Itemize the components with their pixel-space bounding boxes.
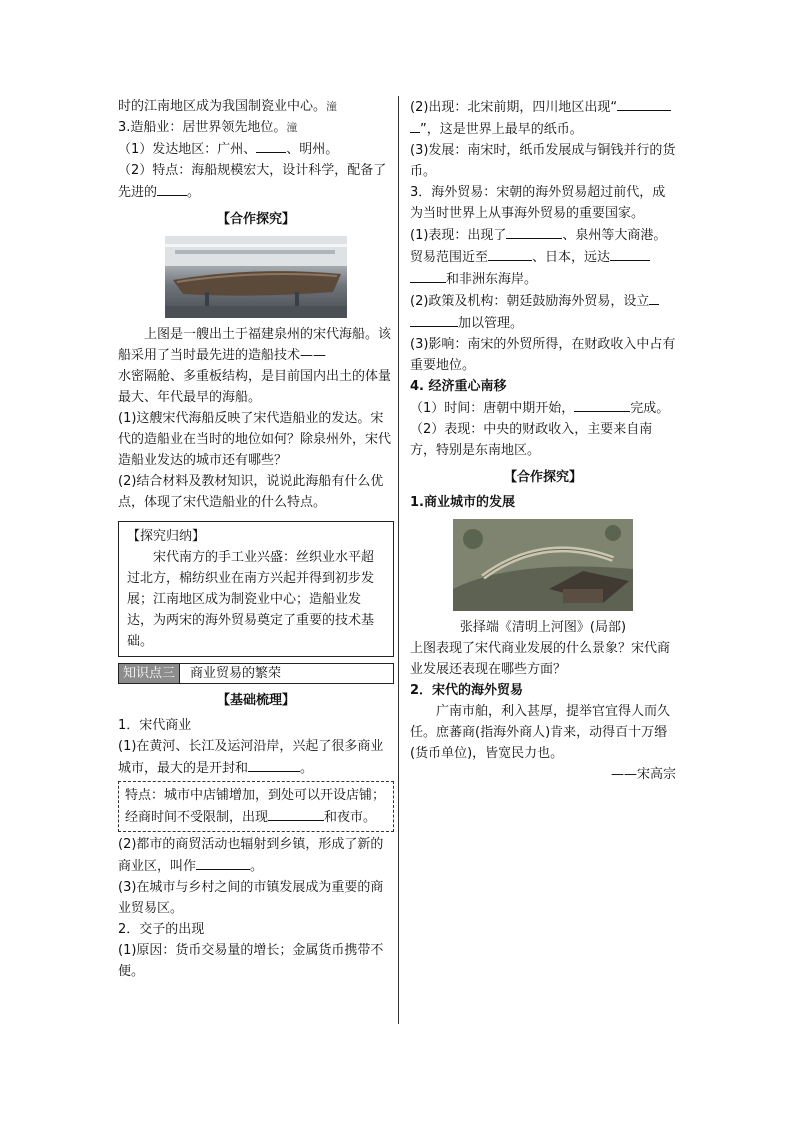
economic-shift-heading: 4. 经济重心南移 xyxy=(410,379,507,394)
song-ship-photo xyxy=(165,236,347,318)
ship-caption: 上图是一艘出土于福建泉州的宋代海船。该船采用了当时最先进的造船技术—— xyxy=(118,327,392,363)
knowledge-point-bar xyxy=(118,663,394,684)
fill-blank[interactable] xyxy=(488,246,532,261)
left-column xyxy=(118,96,394,982)
trade-performance: (1)表现：出现了 、泉州等大商港。贸易范围近至 、日本，远达和非洲东海岸。 xyxy=(410,224,676,290)
trade-impact: (3)影响：南宋的外贸所得，在财政收入中占有重要地位。 xyxy=(410,337,676,373)
ship-features: （2）特点：海船规模宏大，设计科学，配备了先进的 。 xyxy=(118,163,387,200)
features-box xyxy=(118,781,394,832)
ship-caption-cont: 水密隔舱、多重板结构，是目前国内出土的体量最大、年代最早的海船。 xyxy=(118,369,392,405)
seal-mark: 潼 xyxy=(286,121,298,134)
shift-performance: （2）表现：中央的财政收入，主要来自南方，特别是东南地区。 xyxy=(410,422,653,458)
scroll-illustration xyxy=(453,519,633,611)
fill-blank[interactable] xyxy=(617,96,671,111)
jiaozi-cause: (1)原因：货币交易量的增长；金属货币携带不便。 xyxy=(118,943,384,979)
jiaozi-appearance: (2)出现：北宋前期，四川地区出现“”，这是世界上最早的纸币。 xyxy=(410,96,676,140)
explore-heading: 【合作探究】 xyxy=(503,470,582,485)
summary-box xyxy=(118,521,394,657)
question-2: (2)结合材料及教材知识，说说此海船有什么优点，体现了宋代造船业的什么特点。 xyxy=(118,474,384,510)
fill-blank[interactable] xyxy=(410,312,458,327)
summary-heading: 【探究归纳】 xyxy=(127,529,206,544)
seal-mark: 潼 xyxy=(326,100,338,113)
fill-blank[interactable] xyxy=(506,224,562,239)
commercial-question: 上图表现了宋代商业发展的什么景象？宋代商业发展还表现在哪些方面？ xyxy=(410,641,671,677)
knowledge-point-title: 商业贸易的繁荣 xyxy=(190,666,282,681)
paper-money-dev: (3)发展：南宋时，纸币发展成与铜钱并行的货币。 xyxy=(410,143,676,179)
market-towns: (2)都市的商贸活动也辐射到乡镇，形成了新的商业区，叫作 。 xyxy=(118,837,384,874)
scroll-caption: 张择端《清明上河图》(局部) xyxy=(459,620,627,635)
ship-illustration xyxy=(165,236,347,318)
quote-source: ——宋高宗 xyxy=(610,767,676,782)
fill-blank[interactable] xyxy=(248,757,300,772)
fill-blank[interactable] xyxy=(268,806,316,821)
fill-blank[interactable] xyxy=(610,246,650,261)
right-column xyxy=(410,96,676,785)
trade-zones: (3)在城市与乡村之间的市镇发展成为重要的商业贸易区。 xyxy=(118,880,384,916)
fill-blank[interactable] xyxy=(410,118,420,133)
summary-text: 宋代南方的手工业兴盛：丝织业水平超过北方，棉纺织业在南方兴起并得到初步发展；江南地区成为制瓷业中心；造船业发达，为两宋的海外贸易奠定了重要的技术基础。 xyxy=(127,550,375,649)
column-divider xyxy=(398,96,399,1024)
porcelain-line: 时的江南地区成为我国制瓷业中心。潼 xyxy=(118,99,338,114)
shipbuilding-heading: 3.造船业：居世界领先地位。潼 xyxy=(118,120,298,135)
fill-blank[interactable] xyxy=(316,806,324,821)
fill-blank[interactable] xyxy=(410,268,446,283)
fill-blank[interactable] xyxy=(649,290,659,305)
fill-blank[interactable] xyxy=(196,855,250,870)
developed-regions: （1）发达地区：广州、 、明州。 xyxy=(118,138,394,160)
features-text: 特点：城市中店铺增加，到处可以开设店铺；经商时间不受限制，出现 和夜市。 xyxy=(125,788,386,825)
quote-text: 广南市舶，利入甚厚，提举官宜得人而久任。庶蕃商(指海外商人)肯来，动得百十万缗(货币单位)，皆宽民力也。 xyxy=(410,704,671,761)
knowledge-point-tag: 知识点三 xyxy=(119,664,180,683)
commerce-cities: (1)在黄河、长江及运河沿岸，兴起了很多商业城市，最大的是开封和 。 xyxy=(118,739,384,776)
fill-blank[interactable] xyxy=(574,397,630,412)
jiaozi-heading: 2．交子的出现 xyxy=(118,922,205,937)
question-1: (1)这艘宋代海船反映了宋代造船业的发达。宋代的造船业在当时的地位如何？除泉州外，宋代造船业发达的城市还有哪些？ xyxy=(118,411,392,468)
commerce-heading: 1．宋代商业 xyxy=(118,718,192,733)
qingming-scroll-image xyxy=(453,519,633,611)
explore-heading: 【合作探究】 xyxy=(216,212,295,227)
fill-blank[interactable] xyxy=(157,181,187,196)
fill-blank[interactable] xyxy=(256,138,286,153)
overseas-trade-heading: 2．宋代的海外贸易 xyxy=(410,683,524,698)
overseas-trade: 3．海外贸易：宋朝的海外贸易超过前代，成为当时世界上从事海外贸易的重要国家。 xyxy=(410,185,666,221)
commercial-cities-heading: 1.商业城市的发展 xyxy=(410,495,515,510)
basic-heading: 【基础梳理】 xyxy=(216,693,295,708)
shift-time: （1）时间：唐朝中期开始， 完成。 xyxy=(410,397,676,419)
trade-policy: (2)政策及机构：朝廷鼓励海外贸易，设立加以管理。 xyxy=(410,290,676,334)
